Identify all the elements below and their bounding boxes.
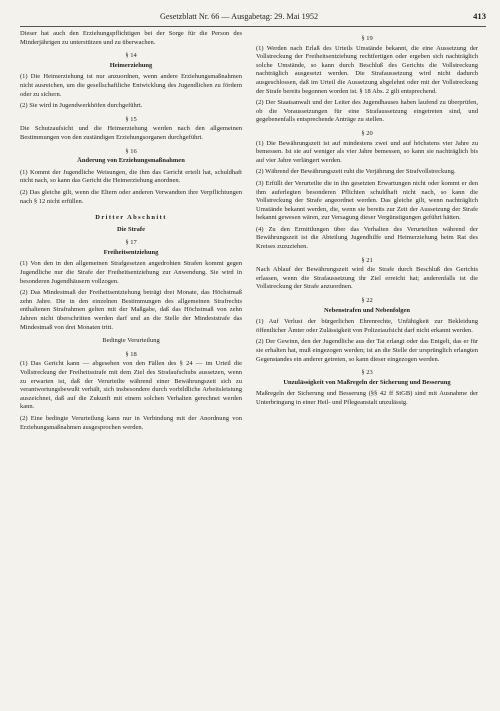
right-column-paragraph: (2) Der Gewinn, den der Jugendliche aus der Tat erlangt oder das Entgelt, das er für sie erhalten hat, muß eingezogen werden; ist an die Stelle der ursprünglich erlangten Gegenstandes ein anderer getreten, so kann dieser eingezogen werden. xyxy=(256,338,478,363)
left-column-heading: Freiheitsentziehung xyxy=(103,248,159,256)
right-column-heading: § 21 xyxy=(361,256,373,264)
left-column-paragraph: (1) Von den in den allgemeinen Strafgesetzen angedrohten Strafen kommt gegen Jugendliche nur die Strafe der Freiheitsentziehung zur Anwendung. Sie wird in besonderen Jugendhäusern vollzogen. xyxy=(20,260,242,285)
right-column-heading: § 23 xyxy=(361,369,373,377)
left-column-paragraph: (2) Das gleiche gilt, wenn die Eltern oder anderen Verwandten ihre Verpflichtungen nach § 12 nicht erfüllen. xyxy=(20,188,242,205)
left-column-heading: § 16 xyxy=(125,147,137,155)
right-column-heading: § 22 xyxy=(361,297,373,305)
left-column-heading: Heimerziehung xyxy=(109,61,153,69)
left-column-heading: § 14 xyxy=(125,52,137,60)
right-column-paragraph: Nach Ablauf der Bewährungszeit wird die Strafe durch Beschluß des Gerichts erlassen, wenn die Strafaussetzung ihr Ziel erreicht hat; anderenfalls ist die Vollstreckung der Strafe anzuordnen. xyxy=(256,266,478,291)
right-column-paragraph: (3) Erfüllt der Verurteilte die in ihn gesetzten Erwartungen nicht oder kommt er den ihm auferlegten besonderen Pflichten schuldhaft nicht nach, so kann die Vollstreckung der Strafe angeordnet werden. Das gleiche gilt, wenn nachträglich Umstände bekannt werden, die, wenn sie bereits zur Zeit der Aussetzung der Strafe bekannt gewesen wären, zur Versagung dieser Vergünstigungen geführt hätten. xyxy=(256,179,478,222)
header-title: Gesetzblatt Nr. 66 — Ausgabetag: 29. Mai 1952 xyxy=(160,11,319,21)
left-column-section-title: Dritter Abschnitt xyxy=(95,214,167,222)
left-column-paragraph: (1) Die Heimerziehung ist nur anzuordnen, wenn andere Erziehungsmaßnahmen nicht ausreichen, um die gesellschaftliche Entwicklung des Jugendlichen zu fördern oder zu sichern. xyxy=(20,73,242,98)
page-header xyxy=(20,6,486,27)
right-column-paragraph: (4) Zu den Ermittlungen über das Verhalten des Verurteilten während der Bewährungszeit ist die Abteilung Jugendhilfe und Heimerziehung beim Rat des Kreises zuzuziehen. xyxy=(256,225,478,251)
page-number: 413 xyxy=(473,11,486,21)
left-column-heading: Bedingte Verurteilung xyxy=(102,337,160,345)
left-column-paragraph: (1) Kommt der Jugendliche Weisungen, die ihm das Gericht erteilt hat, schuldhaft nicht nach, so kann das Gericht die Heimerziehung anordnen. xyxy=(20,168,242,185)
right-column-heading: § 20 xyxy=(361,129,373,137)
left-column-paragraph: Die Schutzaufsicht und die Heimerziehung werden nach den allgemeinen Bestimmungen von den zuständigen Erziehungsorganen durchgeführt. xyxy=(20,125,242,141)
left-column-paragraph: Dieser hat auch den Erziehungspflichtigen bei der Sorge für die Person des Minderjährigen zu unterstützen und zu überwachen. xyxy=(20,30,242,46)
right-column-heading: Nebenstrafen und Nebenfolgen xyxy=(324,306,410,314)
left-column-heading: § 17 xyxy=(125,239,137,247)
right-column xyxy=(256,30,478,411)
left-column xyxy=(20,30,242,435)
right-column-paragraph: (2) Während der Bewährungszeit ruht die Verjährung der Strafvollstreckung. xyxy=(256,168,456,176)
right-column-paragraph: (1) Werden nach Erlaß des Urteils Umstände bekannt, die eine Aussetzung der Vollstreckung der Freiheitsentziehung rechtfertigen oder ergeben sich nachträglich solche Umstände, so kann durch Beschluß des Gerichts die Vollstreckung nachträglich ausgesetzt werden. Die Strafaussetzung wird nicht dadurch ausgeschlossen, daß im Urteil die Aussetzung abgelehnt oder mit der Vollstreckung der Strafe bereits begonnen worden ist. § 18 Abs. 2 gilt entsprechend. xyxy=(256,44,478,95)
right-column-paragraph: (2) Der Staatsanwalt und der Leiter des Jugendhauses haben laufend zu überprüfen, ob die Voraussetzungen für eine Strafaussetzung eingetreten sind, und gegebenenfalls entsprechende Anträge zu stellen. xyxy=(256,99,478,124)
right-column-paragraph: Maßregeln der Sicherung und Besserung (§§ 42 ff StGB) sind mit Ausnahme der Unterbringung in einer Heil- und Pflegeanstalt unzulässig. xyxy=(256,390,478,406)
left-column-heading: § 18 xyxy=(125,350,137,358)
right-column-paragraph: (1) Die Bewährungszeit ist auf mindestens zwei und auf höchstens vier Jahre zu bemessen. Ist sie auf weniger als vier Jahre bemessen, so kann sie nachträglich bis auf vier Jahre verlängert werden. xyxy=(256,139,478,164)
left-column-heading: Änderung von Erziehungsmaßnahmen xyxy=(77,157,185,165)
left-column-heading: § 15 xyxy=(125,115,137,123)
left-column-paragraph: (2) Eine bedingte Verurteilung kann nur in Verbindung mit der Anordnung von Erziehungsmaßnahmen ausgesprochen werden. xyxy=(20,414,242,431)
right-column-paragraph: (1) Auf Verlust der bürgerlichen Ehrenrechte, Unfähigkeit zur Bekleidung öffentlicher Ämter oder Zulässigkeit von Polizeiaufsicht darf nicht erkannt werden. xyxy=(256,318,478,334)
left-column-paragraph: (2) Das Mindestmaß der Freiheitsentziehung beträgt drei Monate, das Höchstmaß zehn Jahre. Die in den einzelnen Bestimmungen des allgemeinen Strafrechts enthaltenen Strafrahmen gelten mit der Maßgabe, daß das Höchstmaß von zehn Jahren nicht überschritten werden darf und an die Stelle der Mindeststrafe das Mindestmaß von drei Monaten tritt. xyxy=(20,289,242,331)
right-column-heading: § 19 xyxy=(361,35,373,42)
left-column-paragraph: (1) Das Gericht kann — abgesehen von den Fällen des § 24 — im Urteil die Vollstreckung der Freiheitsstrafe mit dem Ziel des Strafaufschubs aussetzen, wenn zu erwarten ist, daß der Verurteilte während einer Bewährungszeit sich zu verantwortungsbewußt verhält, sich insbesondere durch vorbildliche Arbeitsleistung auszeichnet, daß auf die Zukunft mit einem solchen Verhalten gerechnet werden kann. xyxy=(20,360,242,411)
left-column-heading: Die Strafe xyxy=(117,225,145,233)
left-column-paragraph: (2) Sie wird in Jugendwerkhöfen durchgeführt. xyxy=(20,102,143,110)
right-column-heading: Unzulässigkeit von Maßregeln der Sicherung und Besserung xyxy=(283,378,451,386)
